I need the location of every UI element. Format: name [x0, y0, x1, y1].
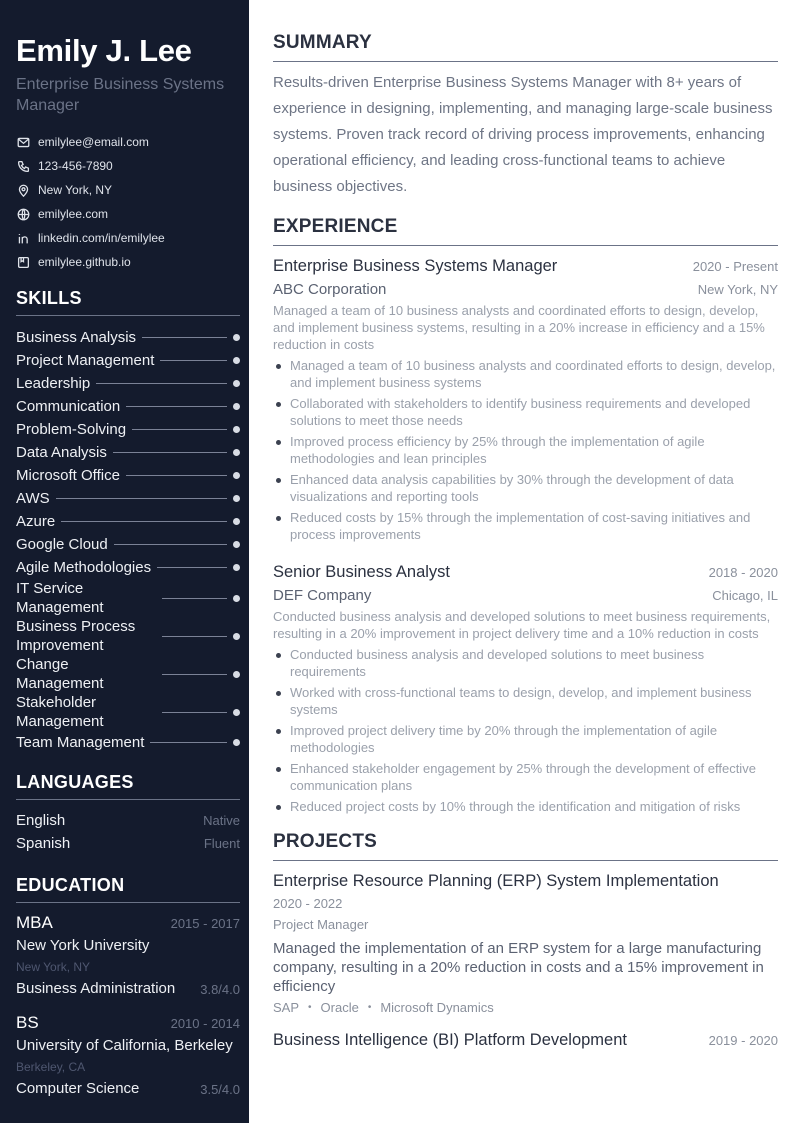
- contact-list: [16, 130, 240, 274]
- education-school: University of California, Berkeley: [16, 1037, 233, 1054]
- skill-label: Team Management: [16, 734, 145, 751]
- contact-phone-text: 123-456-7890: [38, 159, 113, 173]
- contact-email-text: emilylee@email.com: [38, 135, 149, 149]
- skill-line: [56, 498, 227, 499]
- skill-label: Leadership: [16, 375, 91, 392]
- skill-dot: [233, 671, 240, 678]
- skill-dot: [233, 541, 240, 548]
- job-bullet: Enhanced data analysis capabilities by 30% through the development of data visualizations and reporting tools: [273, 471, 778, 505]
- location-icon: [16, 183, 30, 197]
- contact-linkedin[interactable]: [16, 226, 240, 250]
- skill-line: [61, 521, 227, 522]
- education-heading: EDUCATION: [16, 875, 240, 903]
- skill-dot: [233, 564, 240, 571]
- project-role: Project Manager: [273, 917, 369, 932]
- job-bullet: Managed a team of 10 business analysts and coordinated efforts to design, develop, and implement business systems: [273, 357, 778, 391]
- skill-item: [16, 579, 240, 617]
- job-bullet: Collaborated with stakeholders to identify business requirements and developed solutions to meet those needs: [273, 395, 778, 429]
- skill-label: Azure: [16, 513, 56, 530]
- skill-line: [96, 383, 227, 384]
- summary-heading: SUMMARY: [273, 32, 778, 62]
- summary-text: Results-driven Enterprise Business Systems Manager with 8+ years of experience in designing, implementing, and managing large-scale business systems. Proven track record of driving process improvements, enhancing operational efficiency, and leading cross-functional teams to achieve business objectives.: [273, 74, 773, 195]
- portfolio-icon: [16, 255, 30, 269]
- skill-item: [16, 372, 240, 395]
- job-bullet: Conducted business analysis and developed solutions to meet business requirements: [273, 646, 778, 680]
- skill-item: [16, 349, 240, 372]
- education-gpa: 3.8/4.0: [200, 981, 240, 997]
- main-content: [273, 32, 778, 1051]
- job-bullets: [273, 357, 778, 543]
- skill-item: [16, 655, 240, 693]
- contact-portfolio-text: emilylee.github.io: [38, 255, 131, 269]
- skill-line: [157, 567, 227, 568]
- skill-label: Business Process Improvement: [16, 618, 136, 654]
- skill-line: [114, 544, 227, 545]
- skill-dot: [233, 739, 240, 746]
- skill-label: Microsoft Office: [16, 467, 120, 484]
- languages-list: [16, 809, 240, 855]
- contact-portfolio[interactable]: [16, 250, 240, 274]
- education-degree: BS: [16, 1013, 39, 1032]
- skill-line: [126, 475, 227, 476]
- education-item: [16, 911, 240, 1001]
- skill-dot: [233, 403, 240, 410]
- project-tag: SAP: [273, 1000, 300, 1015]
- project-tags: [273, 1000, 778, 1015]
- skill-item: [16, 693, 240, 731]
- skill-dot: [233, 495, 240, 502]
- language-item: [16, 809, 240, 832]
- globe-icon: [16, 207, 30, 221]
- project-item: [273, 870, 778, 1015]
- skill-dot: [233, 334, 240, 341]
- skill-dot: [233, 380, 240, 387]
- skill-dot: [233, 426, 240, 433]
- skill-line: [113, 452, 227, 453]
- experience-item: [273, 561, 778, 815]
- skill-label: Agile Methodologies: [16, 559, 152, 576]
- experience-item: [273, 255, 778, 543]
- linkedin-icon: [16, 231, 30, 245]
- project-title: Enterprise Resource Planning (ERP) System Implementation: [273, 872, 719, 890]
- phone-icon: [16, 159, 30, 173]
- skill-line: [162, 712, 227, 713]
- contact-website[interactable]: [16, 202, 240, 226]
- job-company: DEF Company: [273, 587, 372, 604]
- skill-dot: [233, 449, 240, 456]
- skill-label: IT Service Management: [16, 580, 104, 616]
- sidebar: [0, 0, 249, 1123]
- education-location: New York, NY: [16, 960, 91, 974]
- skill-label: Project Management: [16, 352, 155, 369]
- skills-list: [16, 326, 240, 754]
- job-dates: 2018 - 2020: [708, 565, 778, 580]
- skill-label: Business Analysis: [16, 329, 137, 346]
- job-bullet: Reduced project costs by 10% through the identification and mitigation of risks: [273, 798, 778, 815]
- skill-label: Google Cloud: [16, 536, 108, 553]
- profile-title: Enterprise Business Systems Manager: [16, 76, 225, 114]
- skills-heading: SKILLS: [16, 288, 240, 316]
- contact-location-text: New York, NY: [38, 183, 113, 197]
- skill-item: [16, 395, 240, 418]
- skill-label: AWS: [16, 490, 50, 507]
- tag-separator: •: [367, 1002, 372, 1013]
- skill-item: [16, 617, 240, 655]
- skill-dot: [233, 472, 240, 479]
- profile-name: Emily J. Lee: [16, 33, 192, 68]
- project-dates: 2019 - 2020: [708, 1033, 778, 1048]
- education-school: New York University: [16, 937, 150, 954]
- job-dates: 2020 - Present: [692, 259, 778, 274]
- skill-line: [160, 360, 227, 361]
- education-location: Berkeley, CA: [16, 1060, 86, 1074]
- job-bullets: [273, 646, 778, 815]
- skill-item: [16, 556, 240, 579]
- language-item: [16, 832, 240, 855]
- contact-location: [16, 178, 240, 202]
- job-title: Enterprise Business Systems Manager: [273, 257, 558, 275]
- tag-separator: •: [308, 1002, 312, 1013]
- skill-label: Problem-Solving: [16, 421, 127, 438]
- job-bullet: Reduced costs by 15% through the implementation of cost-saving initiatives and process improvements: [273, 509, 778, 543]
- skill-dot: [233, 633, 240, 640]
- skill-line: [126, 406, 227, 407]
- job-location: New York, NY: [697, 282, 778, 297]
- skill-dot: [233, 518, 240, 525]
- job-title: Senior Business Analyst: [273, 563, 451, 581]
- skill-item: [16, 464, 240, 487]
- languages-heading: LANGUAGES: [16, 772, 240, 800]
- skill-line: [142, 337, 227, 338]
- job-bullet: Improved process efficiency by 25% through the implementation of agile methodologies and lean principles: [273, 433, 778, 467]
- skill-dot: [233, 595, 240, 602]
- project-title: Business Intelligence (BI) Platform Development: [273, 1031, 627, 1049]
- skill-item: [16, 533, 240, 556]
- skill-dot: [233, 709, 240, 716]
- job-location: Chicago, IL: [712, 588, 778, 603]
- project-item: [273, 1029, 778, 1051]
- project-description: Managed the implementation of an ERP system for a large manufacturing company, resulting in a 20% reduction in costs and a 15% improvement in efficiency: [273, 940, 764, 995]
- education-years: 2015 - 2017: [170, 915, 240, 931]
- project-tag: Microsoft Dynamics: [380, 1000, 494, 1015]
- language-name: Spanish: [16, 835, 71, 852]
- job-company: ABC Corporation: [273, 281, 387, 298]
- skill-item: [16, 326, 240, 349]
- job-description: Conducted business analysis and developed solutions to meet business requirements, resulting in a 20% improvement in project delivery time and a 10% reduction in costs: [273, 609, 771, 641]
- skill-label: Stakeholder Management: [16, 694, 104, 730]
- skill-line: [162, 636, 227, 637]
- language-level: Native: [203, 813, 240, 828]
- language-level: Fluent: [203, 836, 240, 851]
- job-bullet: Enhanced stakeholder engagement by 25% through the development of effective communication plans: [273, 760, 778, 794]
- skill-label: Data Analysis: [16, 444, 107, 461]
- skill-item: [16, 487, 240, 510]
- experience-heading: EXPERIENCE: [273, 216, 778, 246]
- project-tag: Oracle: [320, 1000, 359, 1015]
- skill-line: [150, 742, 227, 743]
- skill-dot: [233, 357, 240, 364]
- contact-website-text: emilylee.com: [38, 207, 109, 221]
- job-description: Managed a team of 10 business analysts and coordinated efforts to design, develop, and implement business systems, resulting in a 20% increase in efficiency and a 15% reduction in costs: [273, 303, 765, 352]
- skill-line: [162, 674, 227, 675]
- skill-item: [16, 418, 240, 441]
- contact-email[interactable]: [16, 130, 240, 154]
- education-years: 2010 - 2014: [170, 1015, 240, 1031]
- language-name: English: [16, 812, 66, 829]
- contact-linkedin-text: linkedin.com/in/emilylee: [38, 231, 165, 245]
- skill-line: [132, 429, 227, 430]
- skill-line: [162, 598, 227, 599]
- skill-label: Change Management: [16, 656, 104, 692]
- education-field: Business Administration: [16, 980, 176, 997]
- education-degree: MBA: [16, 913, 53, 932]
- education-field: Computer Science: [16, 1080, 140, 1097]
- job-bullet: Worked with cross-functional teams to design, develop, and implement business systems: [273, 684, 778, 718]
- skill-item: [16, 731, 240, 754]
- skill-item: [16, 510, 240, 533]
- contact-phone[interactable]: [16, 154, 240, 178]
- skill-label: Communication: [16, 398, 121, 415]
- project-dates: 2020 - 2022: [273, 896, 343, 911]
- email-icon: [16, 135, 30, 149]
- education-gpa: 3.5/4.0: [200, 1081, 240, 1097]
- skill-item: [16, 441, 240, 464]
- job-bullet: Improved project delivery time by 20% through the implementation of agile methodologies: [273, 722, 778, 756]
- education-item: [16, 1011, 240, 1101]
- projects-heading: PROJECTS: [273, 831, 778, 861]
